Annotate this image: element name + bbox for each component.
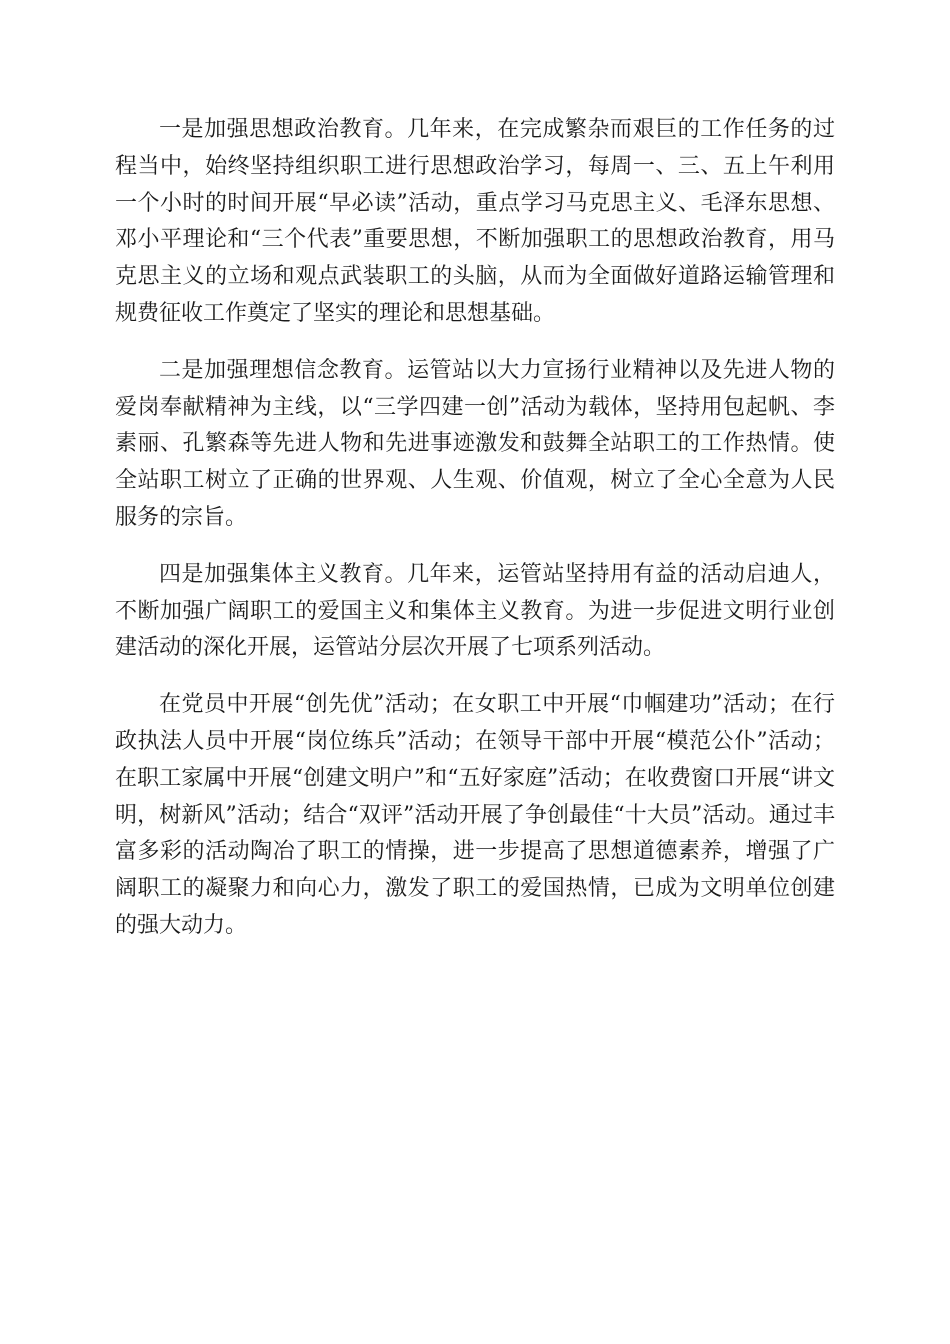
paragraph-series-activities: 在党员中开展“创先优”活动；在女职工中开展“巾帼建功”活动；在行政执法人员中开展“岗位练兵”活动；在领导干部中开展“模范公仆”活动；在职工家属中开展“创建文明户”和“五好家庭”活动；在收费窗口开展“讲文明，树新风”活动；结合“双评”活动开展了争创最佳“十大员”活动。通过丰富多彩的活动陶冶了职工的情操，进一步提高了思想道德素养，增强了广阔职工的凝聚力和向心力，激发了职工的爱国热情，已成为文明单位创建的强大动力。 <box>115 692 835 938</box>
paragraph-collectivism-education: 四是加强集体主义教育。几年来，运管站坚持用有益的活动启迪人，不断加强广阔职工的爱国主义和集体主义教育。为进一步促进文明行业创建活动的深化开展，运管站分层次开展了七项系列活动。 <box>115 561 835 661</box>
paragraph-ideological-education: 一是加强思想政治教育。几年来，在完成繁杂而艰巨的工作任务的过程当中，始终坚持组织职工进行思想政治学习，每周一、三、五上午利用一个小时的时间开展“早必读”活动，重点学习马克思主义、毛泽东思想、邓小平理论和“三个代表”重要思想，不断加强职工的思想政治教育，用马克思主义的立场和观点武装职工的头脑，从而为全面做好道路运输管理和规费征收工作奠定了坚实的理论和思想基础。 <box>115 117 835 326</box>
paragraph-ideals-belief-education: 二是加强理想信念教育。运管站以大力宣扬行业精神以及先进人物的爱岗奉献精神为主线，以“三学四建一创”活动为载体，坚持用包起帆、李素丽、孔繁森等先进人物和先进事迹激发和鼓舞全站职工的工作热情。使全站职工树立了正确的世界观、人生观、价值观，树立了全心全意为人民服务的宗旨。 <box>115 357 835 530</box>
document-body <box>115 112 835 965</box>
